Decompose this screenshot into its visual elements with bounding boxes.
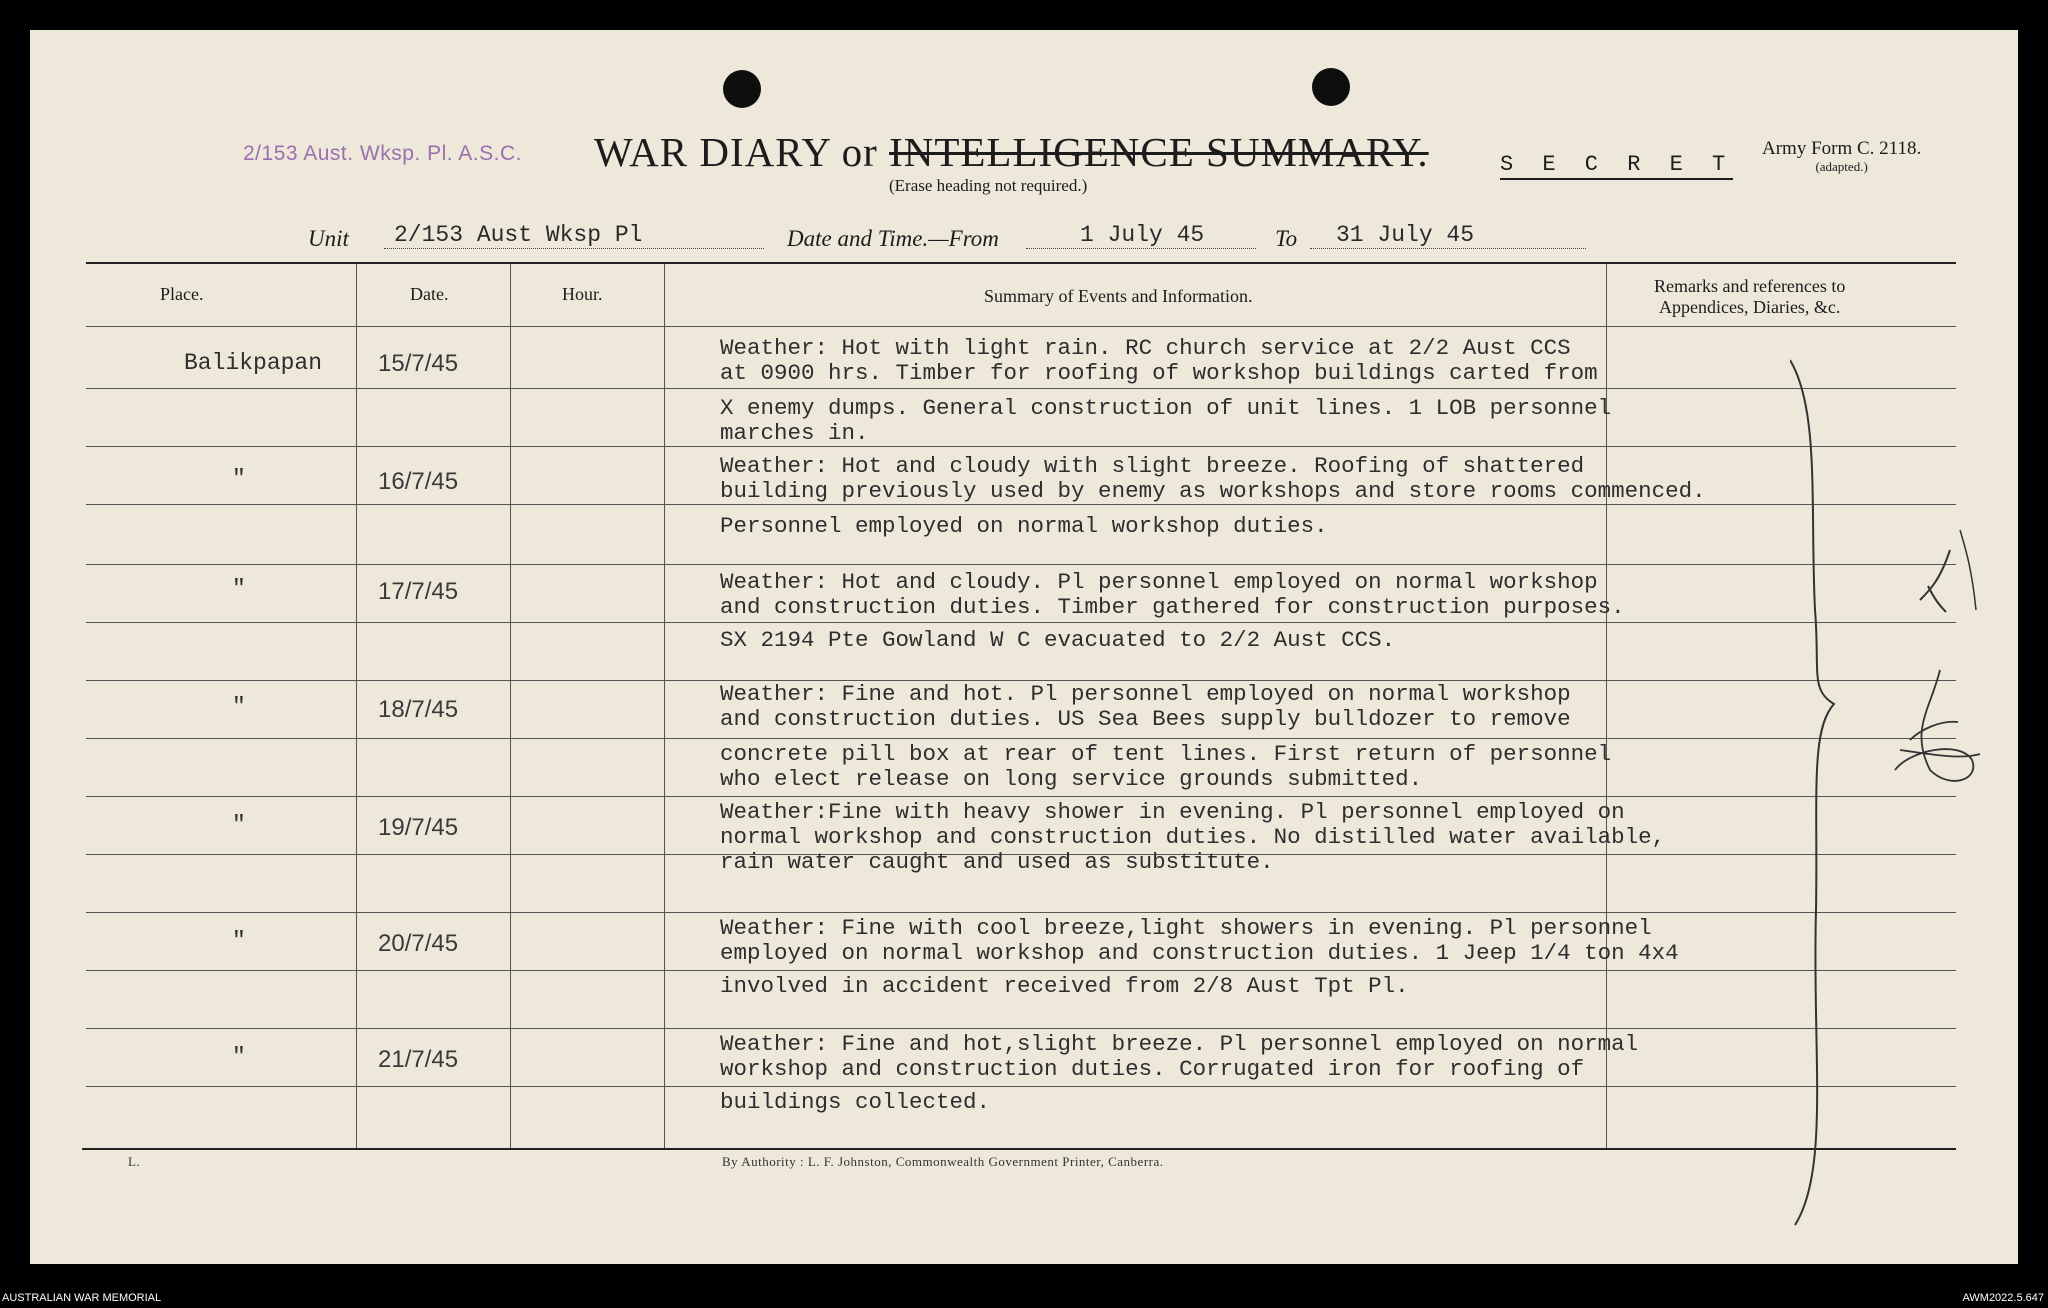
summary-line: workshop and construction duties. Corrugated iron for roofing of	[720, 1056, 1585, 1082]
entry-place: "	[232, 928, 246, 954]
unit-value: 2/153 Aust Wksp Pl	[394, 222, 643, 248]
form-note: (adapted.)	[1815, 159, 1868, 174]
unit-underline	[384, 248, 764, 249]
table-bottom-rule	[82, 1148, 1956, 1150]
entry-summary	[720, 454, 1706, 504]
entry-date: 19/7/45	[378, 814, 459, 841]
row-rule	[86, 564, 1956, 565]
entry-summary	[720, 800, 1665, 875]
punch-hole-left	[723, 70, 761, 108]
summary-line: and construction duties. US Sea Bees supply bulldozer to remove	[720, 706, 1571, 732]
summary-line: building previously used by enemy as workshops and store rooms commenced.	[720, 478, 1706, 504]
summary-line: and construction duties. Timber gathered for construction purposes.	[720, 594, 1625, 620]
punch-hole-right	[1312, 68, 1350, 106]
subtitle: (Erase heading not required.)	[889, 176, 1088, 195]
entry-date: 16/7/45	[378, 468, 459, 495]
summary-line: Weather: Hot and cloudy. Pl personnel employed on normal workshop	[720, 569, 1598, 595]
column-header-date: Date.	[410, 284, 449, 304]
form-number-text: Army Form C. 2118.	[1762, 138, 1922, 159]
remarks-line-1: Remarks and references to	[1654, 276, 1846, 296]
entry-summary	[720, 1032, 1638, 1082]
entry-date: 20/7/45	[378, 930, 459, 957]
entry-summary	[720, 682, 1571, 732]
summary-line: concrete pill box at rear of tent lines. First return of personnel	[720, 741, 1612, 767]
column-header-summary: Summary of Events and Information.	[984, 286, 1253, 306]
summary-line: who elect release on long service grounds submitted.	[720, 766, 1423, 792]
row-rule	[86, 622, 1956, 623]
summary-line: marches in.	[720, 420, 869, 446]
from-underline	[1026, 248, 1256, 249]
title-prefix: WAR DIARY or	[594, 129, 878, 175]
summary-line: Personnel employed on normal workshop duties.	[720, 513, 1328, 539]
page-title	[594, 128, 1429, 176]
footer-mark: L.	[128, 1154, 141, 1169]
table-top-rule	[86, 262, 1956, 264]
summary-line: at 0900 hrs. Timber for roofing of workshop buildings carted from	[720, 360, 1598, 386]
summary-line: Weather:Fine with heavy shower in evening. Pl personnel employed on	[720, 799, 1625, 825]
column-header-place: Place.	[160, 284, 204, 304]
summary-line: Weather: Fine and hot. Pl personnel employed on normal workshop	[720, 681, 1571, 707]
entry-date: 18/7/45	[378, 696, 459, 723]
summary-line: buildings collected.	[720, 1089, 991, 1115]
col-divider-date	[510, 264, 511, 1148]
unit-label: Unit	[308, 226, 349, 251]
summary-line: X enemy dumps. General construction of unit lines. 1 LOB personnel	[720, 395, 1612, 421]
signature-bracket-icon	[1790, 350, 1990, 1230]
entry-summary	[720, 336, 1598, 386]
to-label: To	[1275, 226, 1298, 251]
remarks-line-2: Appendices, Diaries, &c.	[1658, 297, 1841, 317]
entry-place: Balikpapan	[184, 350, 323, 376]
archive-caption-right: AWM2022.5.647	[1962, 1292, 2044, 1304]
to-value: 31 July 45	[1336, 222, 1475, 248]
row-rule	[86, 504, 1956, 505]
to-underline	[1310, 248, 1586, 249]
entry-place: "	[232, 576, 246, 602]
entry-date: 17/7/45	[378, 578, 459, 605]
entry-place: "	[232, 694, 246, 720]
entry-summary-cont	[720, 514, 1328, 539]
entry-summary	[720, 916, 1679, 966]
row-rule	[86, 1028, 1956, 1029]
col-divider-hour	[664, 264, 665, 1148]
entry-summary-cont	[720, 974, 1409, 999]
from-value: 1 July 45	[1080, 222, 1205, 248]
col-divider-place	[356, 264, 357, 1148]
title-struck: INTELLIGENCE SUMMARY.	[889, 129, 1429, 175]
row-rule	[86, 326, 1956, 327]
row-rule	[86, 388, 1956, 389]
row-rule	[86, 912, 1956, 913]
unit-stamp: 2/153 Aust. Wksp. Pl. A.S.C.	[243, 142, 522, 165]
summary-line: employed on normal workshop and construction duties. 1 Jeep 1/4 ton 4x4	[720, 940, 1679, 966]
summary-line: involved in accident received from 2/8 Aust Tpt Pl.	[720, 973, 1409, 999]
summary-line: normal workshop and construction duties. No distilled water available,	[720, 824, 1666, 850]
summary-line: SX 2194 Pte Gowland W C evacuated to 2/2 Aust CCS.	[720, 627, 1396, 653]
summary-line: rain water caught and used as substitute.	[720, 849, 1274, 875]
summary-line: Weather: Hot with light rain. RC church service at 2/2 Aust CCS	[720, 335, 1571, 361]
entry-date: 21/7/45	[378, 1046, 459, 1073]
column-header-remarks	[1654, 276, 1845, 318]
entry-place: "	[232, 466, 246, 492]
summary-line: Weather: Hot and cloudy with slight breeze. Roofing of shattered	[720, 453, 1585, 479]
row-rule	[86, 738, 1956, 739]
summary-line: Weather: Fine with cool breeze,light showers in evening. Pl personnel	[720, 915, 1652, 941]
row-rule	[86, 1086, 1956, 1087]
row-rule	[86, 446, 1956, 447]
diary-sheet	[30, 30, 2018, 1264]
column-header-hour: Hour.	[562, 284, 603, 304]
entry-summary-cont	[720, 396, 1611, 446]
row-rule	[86, 796, 1956, 797]
entry-summary	[720, 570, 1625, 620]
entry-place: "	[232, 812, 246, 838]
entry-summary-cont	[720, 628, 1395, 653]
entry-summary-cont	[720, 1090, 990, 1115]
row-rule	[86, 970, 1956, 971]
form-number	[1762, 140, 1921, 176]
entry-date: 15/7/45	[378, 350, 459, 377]
entry-summary-cont	[720, 742, 1611, 792]
printer-imprint: By Authority : L. F. Johnston, Commonwealth Government Printer, Canberra.	[722, 1154, 1164, 1169]
classification-label: S E C R E T	[1500, 152, 1733, 180]
summary-line: Weather: Fine and hot,slight breeze. Pl personnel employed on normal	[720, 1031, 1639, 1057]
entry-place: "	[232, 1044, 246, 1070]
archive-caption-left: AUSTRALIAN WAR MEMORIAL	[2, 1292, 162, 1304]
date-label: Date and Time.—From	[787, 226, 999, 251]
